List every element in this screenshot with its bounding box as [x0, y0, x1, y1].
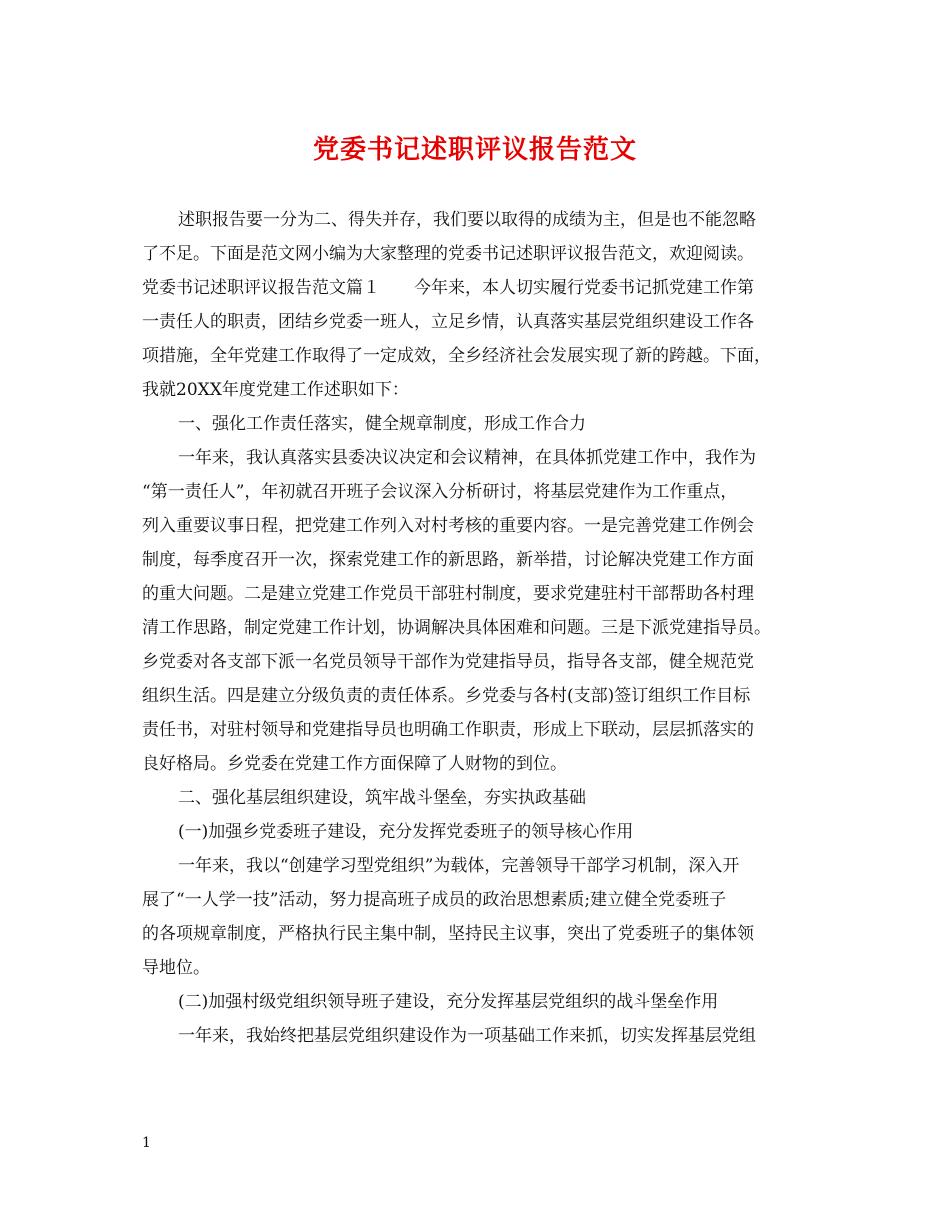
text-line: 述职报告要一分为二、得失并存，我们要以取得的成绩为主，但是也不能忽略 [178, 210, 756, 230]
section-heading: 一、强化工作责任落实，健全规章制度，形成工作合力 [178, 414, 586, 434]
text-line: 项措施，全年党建工作取得了一定成效，全乡经济社会发展实现了新的跨越。下面， [142, 346, 771, 366]
text-line: 责任书，对驻村领导和党建指导员也明确工作职责，形成上下联动，层层抓落实的 [142, 720, 754, 740]
text-line: 组织生活。四是建立分级负责的责任体系。乡党委与各村(支部)签订组织工作目标 [142, 686, 751, 706]
text-line: 一责任人的职责，团结乡党委一班人，立足乡情，认真落实基层党组织建设工作各 [142, 312, 754, 332]
text-line: 一年来，我认真落实县委决议决定和会议精神，在具体抓党建工作中，我作为 [178, 448, 756, 468]
subsection-heading: (一)加强乡党委班子建设，充分发挥党委班子的领导核心作用 [178, 822, 634, 842]
text-line: 清工作思路，制定党建工作计划，协调解决具体困难和问题。三是下派党建指导员。 [142, 618, 771, 638]
document-body [142, 203, 812, 1053]
text-line: 制度，每季度召开一次，探索党建工作的新思路，新举措，讨论解决党建工作方面 [142, 550, 754, 570]
text-line: 一年来，我以“创建学习型党组织”为载体，完善领导干部学习机制，深入开 [178, 856, 740, 876]
subsection-heading: (二)加强村级党组织领导班子建设，充分发挥基层党组织的战斗堡垒作用 [178, 992, 719, 1012]
text-line: 一年来，我始终把基层党组织建设作为一项基础工作来抓，切实发挥基层党组 [178, 1026, 756, 1046]
text-line: 的各项规章制度，严格执行民主集中制，坚持民主议事，突出了党委班子的集体领 [142, 924, 754, 944]
text-line: 了不足。下面是范文网小编为大家整理的党委书记述职评议报告范文，欢迎阅读。 [142, 244, 754, 264]
text-line: 乡党委对各支部下派一名党员领导干部作为党建指导员，指导各支部，健全规范党 [142, 652, 754, 672]
text-line: 良好格局。乡党委在党建工作方面保障了人财物的到位。 [142, 754, 567, 774]
text-line: 我就20XX年度党建工作述职如下： [142, 380, 409, 400]
text-line: “第一责任人”，年初就召开班子会议深入分析研讨，将基层党建作为工作重点， [142, 482, 738, 502]
text-line: 列入重要议事日程，把党建工作列入对村考核的重要内容。一是完善党建工作例会 [142, 516, 754, 536]
text-line: 导地位。 [142, 958, 210, 978]
text-line: 的重大问题。二是建立党建工作党员干部驻村制度，要求党建驻村干部帮助各村理 [142, 584, 754, 604]
section-heading: 二、强化基层组织建设，筑牢战斗堡垒，夯实执政基础 [178, 788, 586, 808]
page-number: 1 [142, 1135, 151, 1151]
text-line: 展了“一人学一技”活动，努力提高班子成员的政治思想素质;建立健全党委班子 [142, 890, 727, 910]
document-title: 党委书记述职评议报告范文 [312, 135, 637, 165]
text-line: 党委书记述职评议报告范文篇１ 今年来，本人切实履行党委书记抓党建工作第 [142, 278, 754, 298]
